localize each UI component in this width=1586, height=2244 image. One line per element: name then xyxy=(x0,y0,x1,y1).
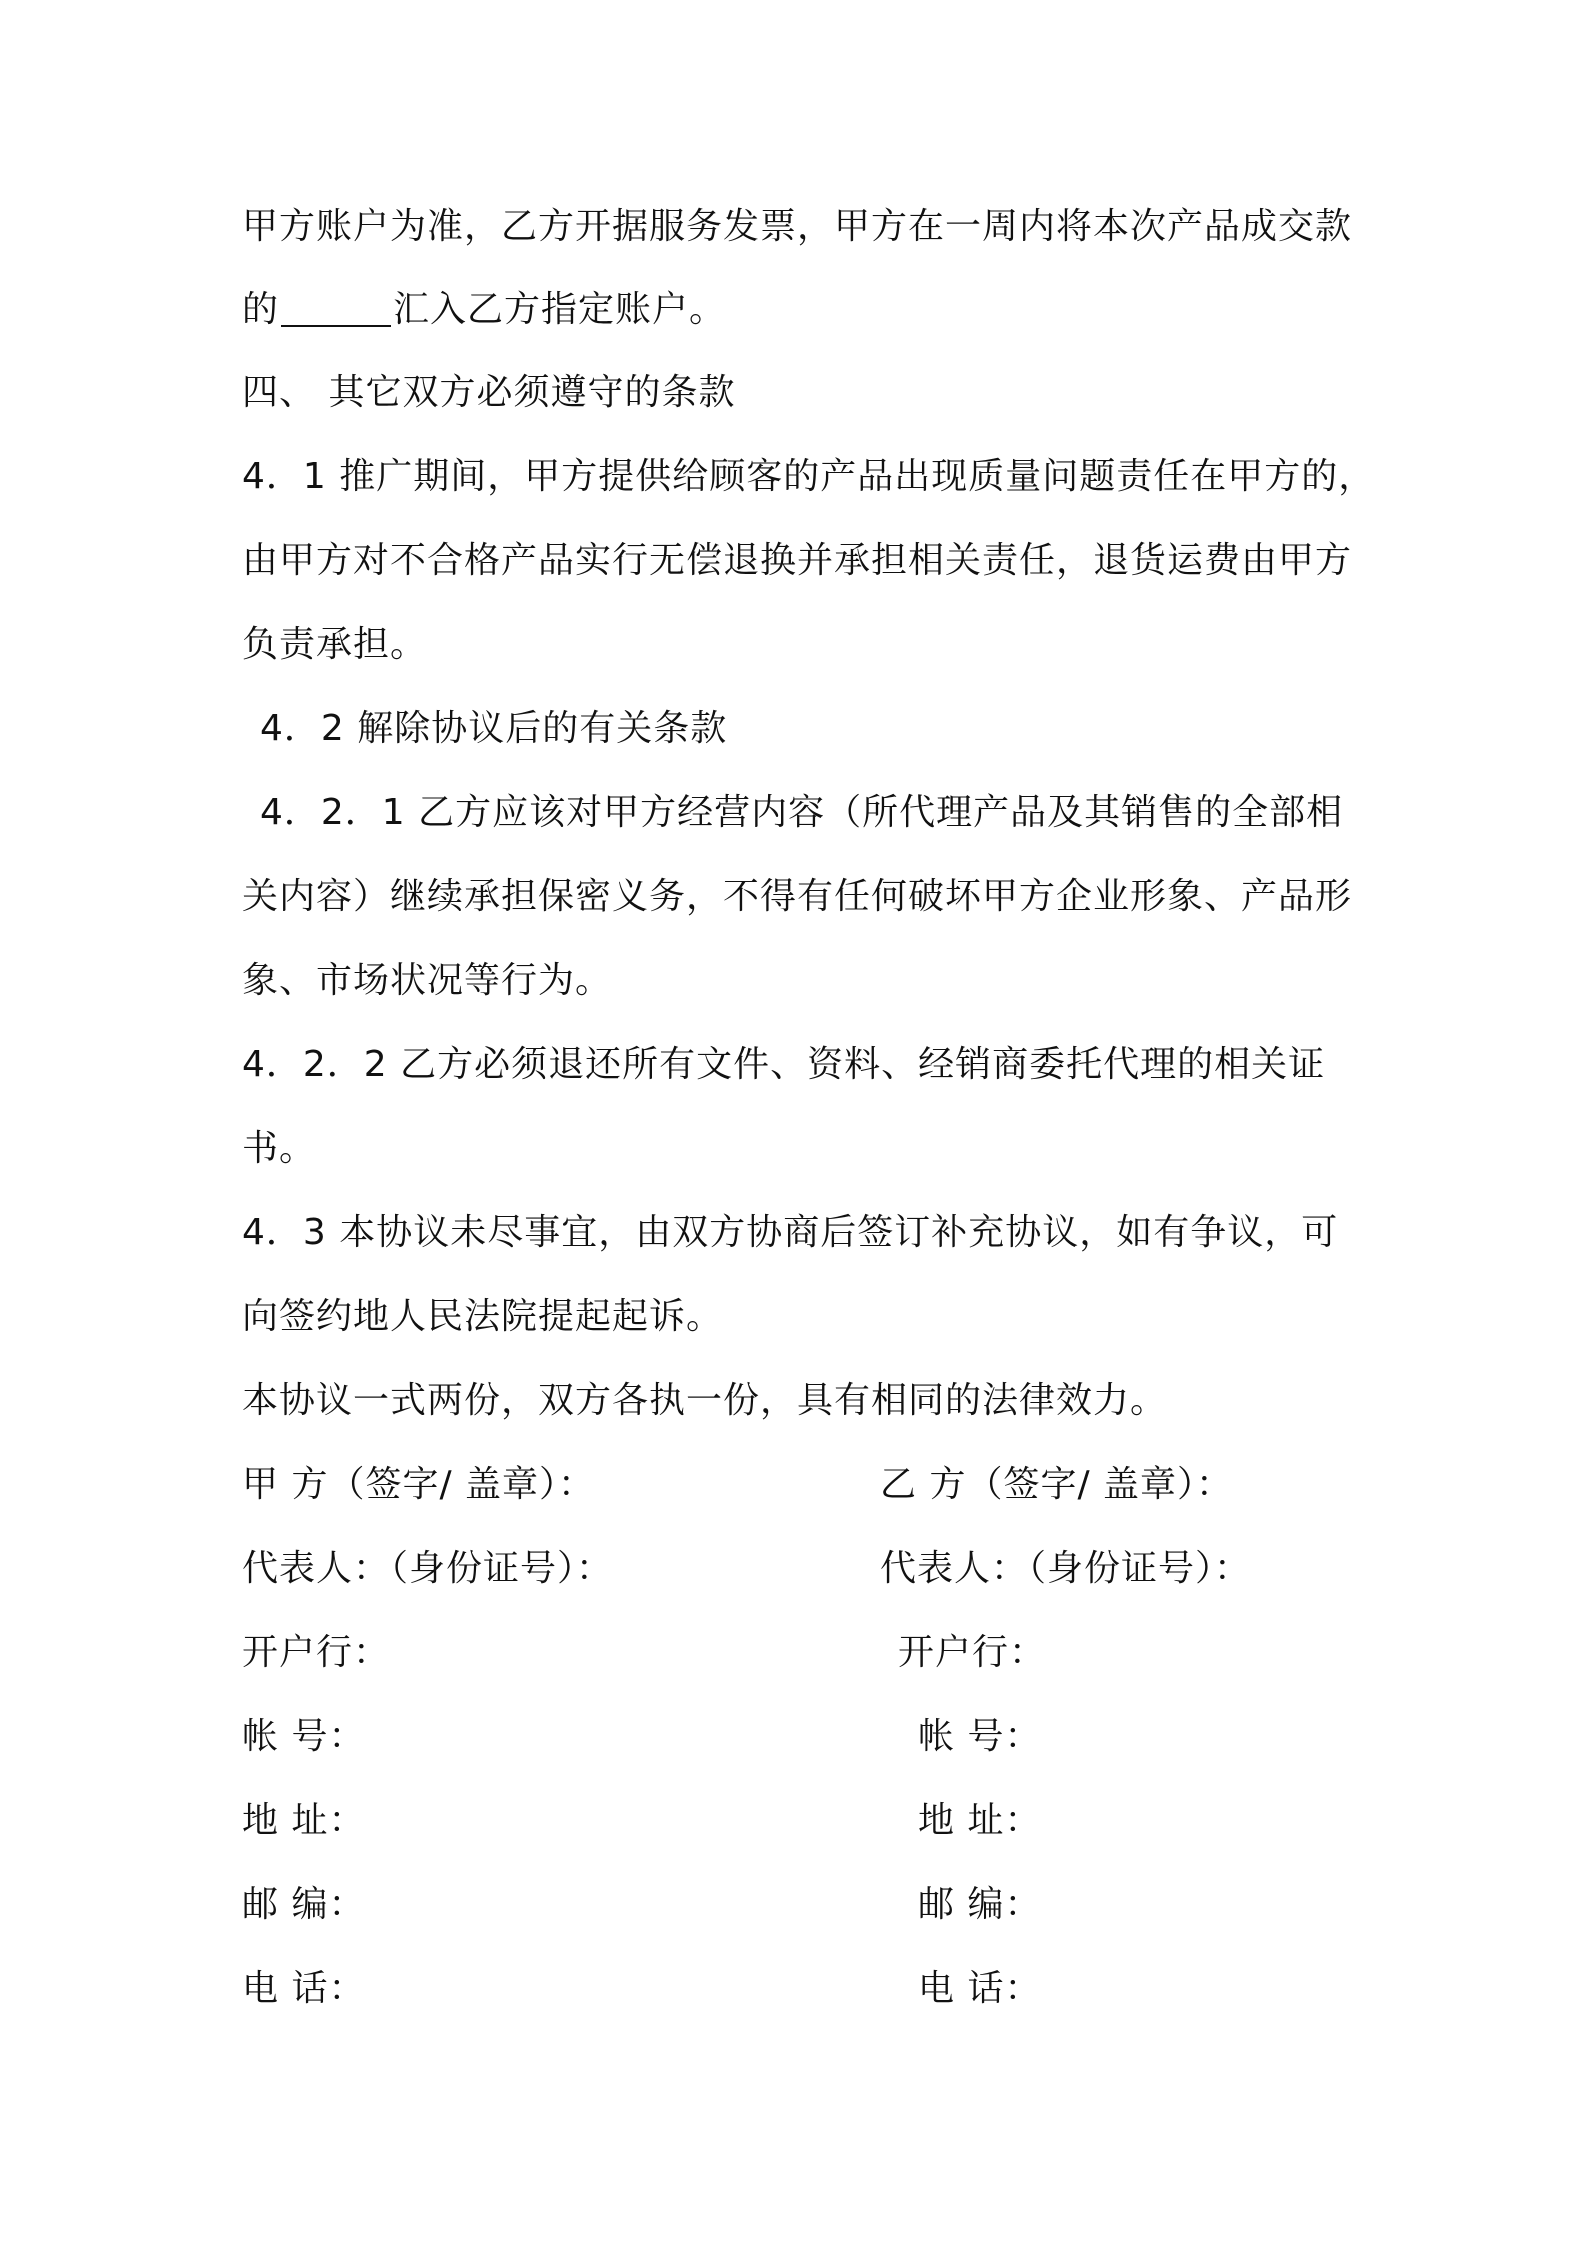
clause-line: 负责承担。 xyxy=(242,624,428,665)
clause-line: 4．1 推广期间，甲方提供给顾客的产品出现质量问题责任在甲方的， xyxy=(242,456,1376,497)
clause-heading: 4．2 解除协议后的有关条款 xyxy=(260,708,728,749)
party-a-representative: 代表人：（身份证号）： xyxy=(242,1548,614,1589)
party-b-account: 帐 号： xyxy=(918,1716,1042,1757)
clause-line: 向签约地人民法院提起起诉。 xyxy=(242,1296,724,1337)
party-a-address: 地 址： xyxy=(242,1800,366,1841)
clause-line: 4．3 本协议未尽事宜，由双方协商后签订补充协议，如有争议，可 xyxy=(242,1212,1339,1253)
clause-line: 由甲方对不合格产品实行无偿退换并承担相关责任，退货运费由甲方 xyxy=(242,540,1353,581)
party-b-phone: 电 话： xyxy=(918,1968,1042,2009)
party-a-phone: 电 话： xyxy=(242,1968,366,2009)
clause-line: 4．2．1 乙方应该对甲方经营内容（所代理产品及其销售的全部相 xyxy=(260,792,1344,833)
party-a-bank: 开户行： xyxy=(242,1632,391,1673)
paragraph-text: 汇入乙方指定账户。 xyxy=(393,289,727,330)
clause-line: 象、市场状况等行为。 xyxy=(242,960,613,1001)
paragraph-line: 甲方账户为准，乙方开据服务发票，甲方在一周内将本次产品成交款 xyxy=(242,206,1353,247)
paragraph-line-with-blank xyxy=(242,285,1362,334)
fill-in-blank xyxy=(281,285,391,327)
party-a-postcode: 邮 编： xyxy=(242,1884,366,1925)
clause-line: 4．2．2 乙方必须退还所有文件、资料、经销商委托代理的相关证 xyxy=(242,1044,1326,1085)
party-a-account: 帐 号： xyxy=(242,1716,366,1757)
party-b-title: 乙 方（签字/ 盖章）： xyxy=(880,1464,1234,1505)
party-a-title: 甲 方（签字/ 盖章）： xyxy=(242,1464,596,1505)
party-b-address: 地 址： xyxy=(918,1800,1042,1841)
party-b-postcode: 邮 编： xyxy=(918,1884,1042,1925)
party-b-bank: 开户行： xyxy=(898,1632,1047,1673)
section-heading: 四、 其它双方必须遵守的条款 xyxy=(242,372,736,413)
clause-line: 关内容）继续承担保密义务，不得有任何破坏甲方企业形象、产品形 xyxy=(242,876,1353,917)
clause-line: 书。 xyxy=(242,1128,317,1169)
paragraph-text: 的 xyxy=(242,289,280,330)
closing-statement: 本协议一式两份，双方各执一份，具有相同的法律效力。 xyxy=(242,1380,1168,1421)
party-b-representative: 代表人：（身份证号）： xyxy=(880,1548,1252,1589)
